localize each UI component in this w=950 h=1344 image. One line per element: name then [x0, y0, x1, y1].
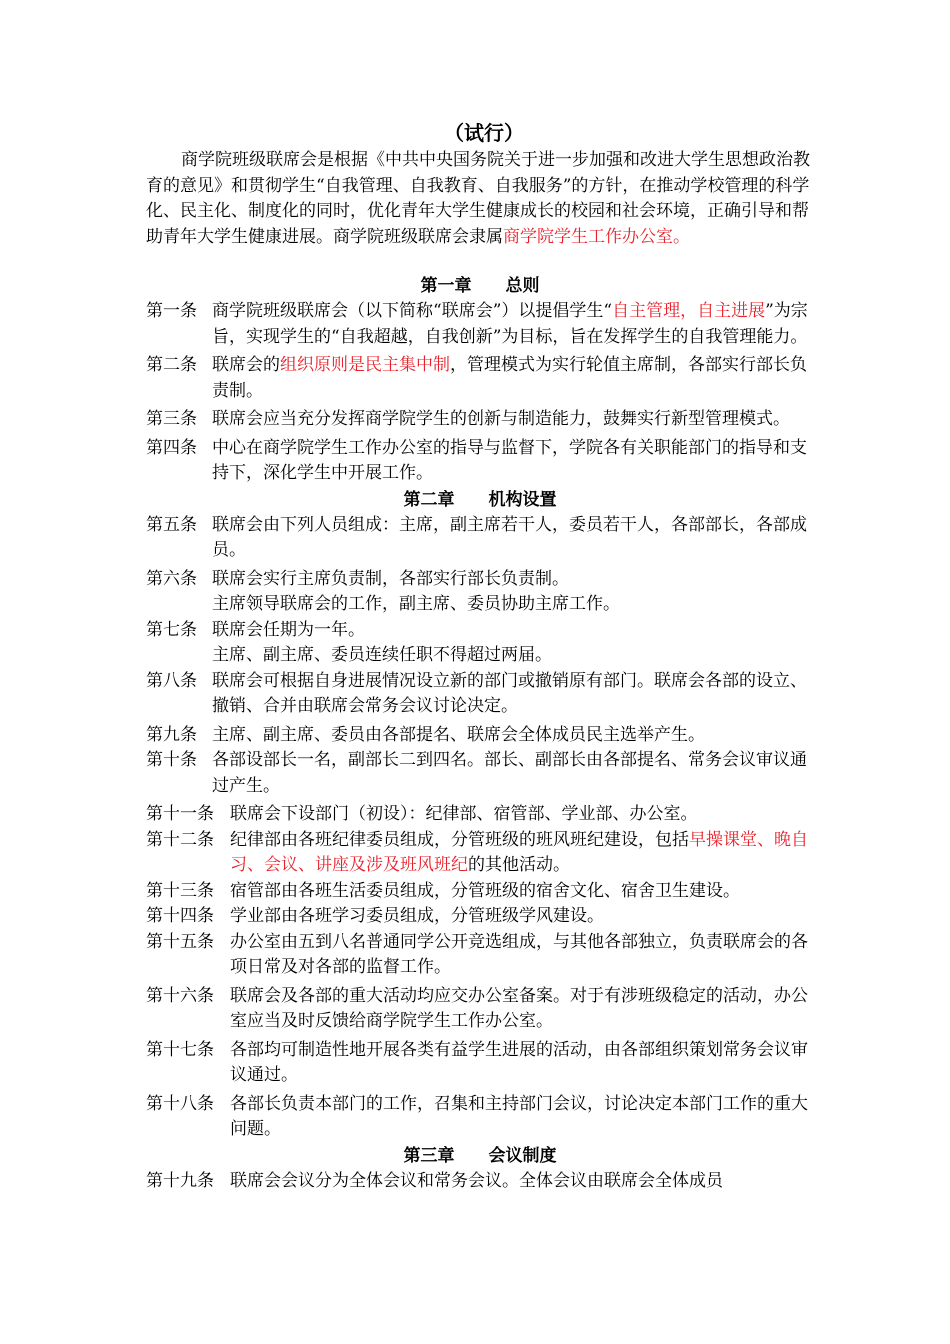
article-number: 第一条: [146, 301, 197, 321]
article-16: [146, 984, 814, 1035]
article-number: 第十八条: [146, 1093, 214, 1114]
article-text: 联席会的: [212, 355, 280, 375]
article-6-subline: 主席领导联席会的工作，副主席、委员协助主席工作。: [212, 594, 620, 614]
article-17: [146, 1038, 814, 1089]
article-10: [146, 748, 814, 799]
article-13: [146, 879, 814, 905]
article-text: 联席会实行主席负责制，各部实行部长负责制。: [212, 568, 569, 589]
intro-text: 商学院班级联席会是根据《中共中央国务院关于进一步加强和改进大学生思想政治教育的意见》和贯彻学生“自我管理、自我教育、自我服务”的方针，在推动学校管理的科学化、民主化、制度化的同时，优化青年大学生健康成长的校园和社会环境，正确引导和帮助青年大学生健康进展。商学院班级联席会隶属: [146, 150, 810, 247]
article-5: [146, 513, 814, 564]
article-number: 第十一条: [146, 804, 214, 824]
document-page: [146, 118, 814, 1194]
article-text: 主席、副主席、委员由各部提名、联席会全体成员民主选举产生。: [212, 724, 705, 745]
chapter-2-heading: 第二章 机构设置: [403, 489, 557, 510]
article-text: 中心在商学院学生工作办公室的指导与监督下，学院各有关职能部门的指导和支持下，深化学生中开展工作。: [212, 437, 807, 483]
article-text: 联席会及各部的重大活动均应交办公室备案。对于有涉班级稳定的活动，办公室应当及时反馈给商学院学生工作办公室。: [230, 985, 808, 1031]
article-text: 的其他活动。: [468, 855, 570, 875]
article-1: [146, 299, 814, 350]
article-text: 联席会由下列人员组成：主席，副主席若干人，委员若干人，各部部长，各部成员。: [212, 514, 807, 560]
article-number: 第九条: [146, 724, 197, 745]
article-number: 第八条: [146, 670, 197, 691]
article-number: 第十九条: [146, 1170, 214, 1191]
article-text: ，管理模式为实行轮值主席制，各部实行部长负责制。: [212, 355, 807, 401]
article-text: 办公室由五到八名普通同学公开竞选组成，与其他各部独立，负责联席会的各项日常及对各部的监督工作。: [230, 931, 808, 977]
chapter-1-heading: 第一章 总则: [420, 276, 540, 296]
article-2: [146, 353, 814, 404]
article-number: 第七条: [146, 619, 197, 640]
article-text: 商学院班级联席会（以下简称“联席会”）以提倡学生“: [212, 301, 613, 321]
article-text: 各部设部长一名，副部长二到四名。部长、副部长由各部提名、常务会议审议通过产生。: [212, 750, 807, 796]
article-8: [146, 669, 814, 720]
article-text: 纪律部由各班纪律委员组成，分管班级的班风班纪建设，包括: [230, 829, 689, 850]
document-title: （试行）: [444, 121, 524, 145]
article-text: 联席会应当充分发挥商学院学生的创新与制造能力，鼓舞实行新型管理模式。: [212, 409, 790, 429]
article-7: [146, 618, 814, 644]
article-text: 各部长负责本部门的工作，召集和主持部门会议，讨论决定本部门工作的重大问题。: [230, 1093, 808, 1139]
article-number: 第十三条: [146, 880, 214, 901]
intro-paragraph: [146, 148, 814, 250]
article-11: [146, 802, 814, 828]
article-12: [146, 828, 814, 879]
article-number: 第十七条: [146, 1039, 214, 1060]
article-text: 联席会会议分为全体会议和常务会议。全体会议由联席会全体成员: [230, 1170, 723, 1191]
article-highlight: 自主管理，自主进展: [612, 301, 766, 321]
article-number: 第五条: [146, 514, 197, 535]
article-7-subline: 主席、副主席、委员连续任职不得超过两届。: [212, 645, 552, 665]
article-number: 第十条: [146, 750, 197, 770]
article-18: [146, 1092, 814, 1143]
article-number: 第十五条: [146, 931, 214, 952]
article-19: [146, 1169, 814, 1195]
article-number: 第十二条: [146, 829, 214, 850]
article-number: 第十四条: [146, 906, 214, 926]
article-number: 第四条: [146, 437, 197, 458]
article-text: 联席会任期为一年。: [212, 619, 365, 640]
article-text: 学业部由各班学习委员组成，分管班级学风建设。: [230, 906, 604, 926]
article-6: [146, 567, 814, 593]
article-3: [146, 407, 814, 433]
article-highlight: 早操课堂、晚自习、会议、讲座及涉及班风班纪: [230, 829, 808, 875]
article-text: 联席会下设部门（初设）：纪律部、宿管部、学业部、办公室。: [230, 804, 698, 824]
article-number: 第二条: [146, 355, 197, 375]
article-number: 第三条: [146, 409, 197, 429]
article-text: 各部均可制造性地开展各类有益学生进展的活动，由各部组织策划常务会议审议通过。: [230, 1039, 808, 1085]
article-4: [146, 436, 814, 487]
article-number: 第十六条: [146, 985, 214, 1006]
article-text: 联席会可根据自身进展情况设立新的部门或撤销原有部门。联席会各部的设立、撤销、合并由联席会常务会议讨论决定。: [212, 670, 807, 716]
article-text: 宿管部由各班生活委员组成，分管班级的宿舍文化、宿舍卫生建设。: [230, 880, 740, 901]
article-15: [146, 930, 814, 981]
article-9: [146, 723, 814, 749]
article-highlight: 组织原则是民主集中制: [280, 355, 450, 375]
article-number: 第六条: [146, 568, 197, 589]
intro-highlight: 商学院学生工作办公室。: [503, 226, 690, 247]
chapter-3-heading: 第三章 会议制度: [403, 1145, 557, 1166]
article-14: [146, 904, 814, 930]
article-text: ”为宗旨，实现学生的“自我超越，自我创新”为目标，旨在发挥学生的自我管理能力。: [212, 301, 808, 347]
